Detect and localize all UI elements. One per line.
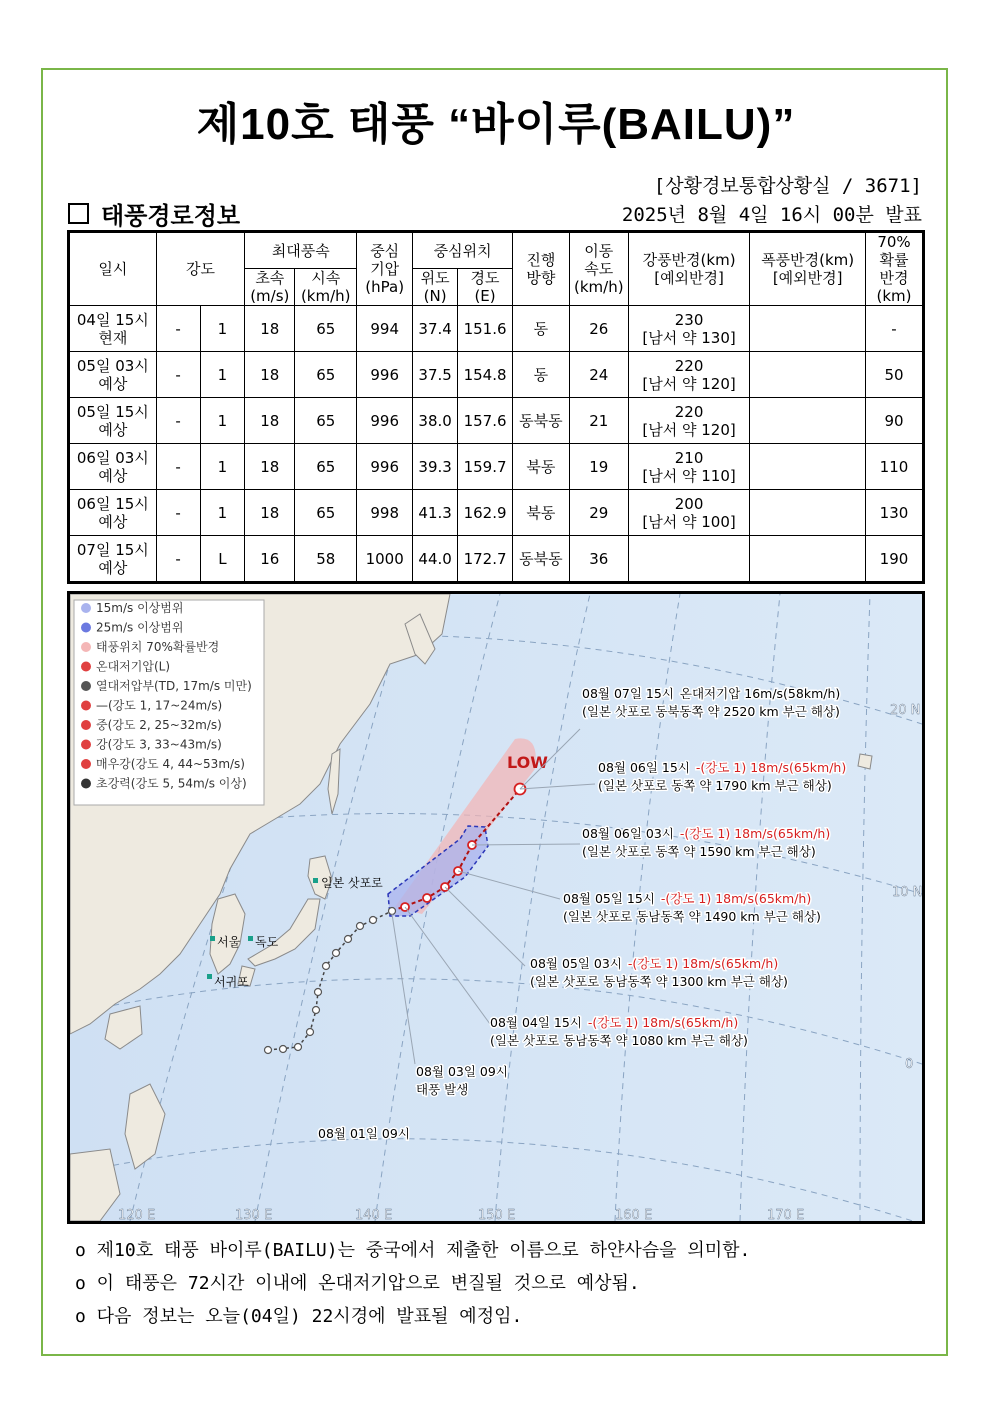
annotation-intensity: 온대저기압 16m/s(58km/h) (679, 686, 841, 701)
cell-hpa: 1000 (357, 536, 413, 583)
cell-hpa: 998 (357, 490, 413, 536)
header-strong-radius: 강풍반경(km) [예외반경] (628, 232, 750, 306)
seogwipo-label: 서귀포 (214, 975, 249, 989)
cell-probability: 50 (865, 352, 923, 398)
cell-datetime: 07일 15시 예상 (69, 536, 157, 583)
checkbox-icon (68, 203, 89, 224)
legend-symbol-icon (81, 623, 91, 633)
cell-lon: 159.7 (458, 444, 513, 490)
cell-strong-radius (628, 536, 750, 583)
start-date: 08월 01일 09시 (318, 1126, 410, 1141)
cell-lon: 162.9 (458, 490, 513, 536)
annotation-detail: (일본 삿포로 동남동쪽 약 1300 km 부근 해상) (530, 974, 788, 989)
annotation-date: 08월 06일 03시 (582, 826, 674, 841)
header-lat: 위도 (N) (413, 269, 458, 306)
legend-label: —(강도 1, 17~24m/s) (96, 698, 223, 713)
lat-label-20n: 20 N (890, 703, 921, 718)
genesis-date: 08월 03일 09시 (416, 1064, 508, 1079)
annotation-intensity: -(강도 1) 18m/s(65km/h) (679, 826, 831, 841)
cell-class: - (156, 398, 200, 444)
cell-strong-radius: 220 [남서 약 120] (628, 398, 750, 444)
header-speed: 이동 속도 (km/h) (569, 232, 628, 306)
cell-hpa: 996 (357, 444, 413, 490)
cell-datetime: 05일 15시 예상 (69, 398, 157, 444)
annotation-headline (490, 1015, 738, 1030)
annotation-date: 08월 07일 15시 (582, 686, 674, 701)
legend-label: 중(강도 2, 25~32m/s) (96, 718, 222, 732)
legend-symbol-icon (81, 779, 91, 789)
cell-kmh: 58 (295, 536, 357, 583)
lon-label-120: 120 E (118, 1208, 156, 1221)
annotation-date: 08월 05일 15시 (563, 891, 655, 906)
cell-dir: 북동 (513, 490, 570, 536)
header-direction: 진행 방향 (513, 232, 570, 306)
past-position-icon (323, 963, 330, 970)
past-position-icon (315, 989, 322, 996)
cell-ms: 18 (245, 490, 295, 536)
table-row (69, 306, 924, 352)
legend-label: 온대저기압(L) (96, 659, 171, 674)
table-row (69, 352, 924, 398)
past-position-icon (389, 908, 396, 915)
cell-strong-radius: 230 [남서 약 130] (628, 306, 750, 352)
cell-kmh: 65 (295, 398, 357, 444)
annotation-detail: (일본 삿포로 동남동쪽 약 1080 km 부근 해상) (490, 1033, 748, 1048)
cell-probability: - (865, 306, 923, 352)
cell-grade: 1 (200, 352, 245, 398)
legend-symbol-icon (81, 720, 91, 730)
past-position-icon (370, 917, 377, 924)
past-position-icon (333, 950, 340, 957)
track-map (67, 591, 925, 1224)
cell-probability: 190 (865, 536, 923, 583)
annotation-headline (598, 760, 846, 775)
legend-symbol-icon (81, 701, 91, 711)
cell-class: - (156, 352, 200, 398)
annotation-headline (563, 891, 811, 906)
sapporo-label: 일본 삿포로 (321, 876, 383, 890)
annotation-intensity: -(강도 1) 18m/s(65km/h) (695, 760, 847, 775)
cell-ms: 18 (245, 352, 295, 398)
note-3: o 다음 정보는 오늘(04일) 22시경에 발표될 예정임. (75, 1306, 523, 1327)
cell-storm-radius (750, 398, 866, 444)
cell-ms: 18 (245, 398, 295, 444)
cell-lon: 172.7 (458, 536, 513, 583)
cell-grade: 1 (200, 398, 245, 444)
cell-strong-radius: 200 [남서 약 100] (628, 490, 750, 536)
cell-datetime: 06일 15시 예상 (69, 490, 157, 536)
cell-speed: 19 (569, 444, 628, 490)
legend-label: 초강력(강도 5, 54m/s 이상) (96, 776, 247, 791)
cell-class: - (156, 306, 200, 352)
legend-symbol-icon (81, 681, 91, 691)
cell-lat: 37.5 (413, 352, 458, 398)
lon-label-160: 160 E (615, 1208, 653, 1221)
cell-hpa: 994 (357, 306, 413, 352)
annotation-detail: (일본 삿포로 동남동쪽 약 1490 km 부근 해상) (563, 909, 821, 924)
annotation-intensity: -(강도 1) 18m/s(65km/h) (587, 1015, 739, 1030)
cell-class: - (156, 490, 200, 536)
cell-lon: 157.6 (458, 398, 513, 444)
past-position-icon (345, 936, 352, 943)
cell-speed: 36 (569, 536, 628, 583)
genesis-text: 태풍 발생 (416, 1082, 469, 1097)
cell-datetime: 06일 03시 예상 (69, 444, 157, 490)
notes (75, 1234, 750, 1333)
note-1: o 제10호 태풍 바이루(BAILU)는 중국에서 제출한 이름으로 하얀사슴을 의미함. (75, 1240, 751, 1261)
table-row (69, 398, 924, 444)
seoul-label: 서울 (217, 935, 241, 949)
lon-label-150: 150 E (478, 1208, 516, 1221)
past-position-icon (265, 1047, 272, 1054)
cell-lon: 151.6 (458, 306, 513, 352)
sapporo-marker (313, 878, 318, 883)
past-position-icon (295, 1044, 302, 1051)
typhoon-info-table (67, 230, 925, 584)
cell-probability: 90 (865, 398, 923, 444)
small-island (858, 754, 872, 769)
lon-label-170: 170 E (767, 1208, 805, 1221)
cell-dir: 동 (513, 352, 570, 398)
cell-kmh: 65 (295, 490, 357, 536)
cell-kmh: 65 (295, 444, 357, 490)
forecast-position-icon (423, 894, 431, 902)
cell-dir: 동 (513, 306, 570, 352)
legend-label: 강(강도 3, 33~43m/s) (96, 737, 222, 752)
legend-symbol-icon (81, 740, 91, 750)
annotation-date: 08월 04일 15시 (490, 1015, 582, 1030)
legend-label: 태풍위치 70%확률반경 (96, 640, 220, 654)
header-pressure: 중심 기압 (hPa) (357, 232, 413, 306)
legend-label: 15m/s 이상범위 (96, 601, 184, 615)
cell-lat: 38.0 (413, 398, 458, 444)
cell-speed: 24 (569, 352, 628, 398)
cell-speed: 29 (569, 490, 628, 536)
annotation-detail: (일본 삿포로 동북동쪽 약 2520 km 부근 해상) (582, 704, 840, 719)
table-row (69, 490, 924, 536)
annotation-intensity: -(강도 1) 18m/s(65km/h) (660, 891, 812, 906)
legend-symbol-icon (81, 759, 91, 769)
cell-strong-radius: 220 [남서 약 120] (628, 352, 750, 398)
header-storm-radius: 폭풍반경(km) [예외반경] (750, 232, 866, 306)
header-max-wind: 최대풍속 (245, 232, 357, 269)
cell-storm-radius (750, 306, 866, 352)
cell-lat: 41.3 (413, 490, 458, 536)
cell-class: - (156, 536, 200, 583)
header-center: 중심위치 (413, 232, 513, 269)
cell-dir: 동북동 (513, 536, 570, 583)
cell-grade: 1 (200, 306, 245, 352)
past-position-icon (280, 1046, 287, 1053)
cell-speed: 26 (569, 306, 628, 352)
page-title: 제10호 태풍 “바이루(BAILU)” (196, 100, 796, 149)
low-label: LOW (507, 753, 548, 772)
past-position-icon (357, 923, 364, 930)
cell-hpa: 996 (357, 398, 413, 444)
table-row (69, 444, 924, 490)
cell-ms: 18 (245, 306, 295, 352)
section-heading (68, 196, 240, 231)
cell-grade: 1 (200, 444, 245, 490)
cell-kmh: 65 (295, 352, 357, 398)
cell-ms: 18 (245, 444, 295, 490)
header-time: 일시 (69, 232, 157, 306)
issued-datetime: 2025년 8월 4일 16시 00분 발표 (621, 204, 922, 226)
annotation-detail: (일본 삿포로 동쪽 약 1790 km 부근 해상) (598, 778, 832, 793)
cell-speed: 21 (569, 398, 628, 444)
cell-dir: 북동 (513, 444, 570, 490)
annotation-date: 08월 05일 03시 (530, 956, 622, 971)
cell-probability: 110 (865, 444, 923, 490)
annotation-headline (530, 956, 778, 971)
lon-label-130: 130 E (235, 1208, 273, 1221)
annotation-detail: (일본 삿포로 동쪽 약 1590 km 부근 해상) (582, 844, 816, 859)
past-position-icon (307, 1029, 314, 1036)
legend-symbol-icon (81, 642, 91, 652)
seogwipo-marker (207, 974, 212, 979)
annotation-intensity: -(강도 1) 18m/s(65km/h) (627, 956, 779, 971)
cell-class: - (156, 444, 200, 490)
header-intensity: 강도 (156, 232, 245, 306)
past-position-icon (313, 1007, 320, 1014)
cell-grade: L (200, 536, 245, 583)
annotation-date: 08월 06일 15시 (598, 760, 690, 775)
legend-label: 매우강(강도 4, 44~53m/s) (96, 757, 245, 771)
legend-label: 열대저압부(TD, 17m/s 미만) (96, 679, 252, 693)
lat-label-10n: 10 N (892, 885, 922, 900)
section-title: 태풍경로정보 (101, 202, 241, 230)
annotation-headline (582, 686, 840, 701)
lon-label-140: 140 E (355, 1208, 393, 1221)
cell-dir: 동북동 (513, 398, 570, 444)
dokdo-label: 독도 (255, 935, 279, 949)
header-wind-kmh: 시속 (km/h) (295, 269, 357, 306)
cell-lat: 39.3 (413, 444, 458, 490)
legend-symbol-icon (81, 662, 91, 672)
department-label: [상황경보통합상황실 / 3671] (653, 175, 922, 197)
header-probability: 70% 확률 반경 (km) (865, 232, 923, 306)
cell-storm-radius (750, 536, 866, 583)
cell-grade: 1 (200, 490, 245, 536)
header-lon: 경도 (E) (458, 269, 513, 306)
cell-lat: 44.0 (413, 536, 458, 583)
cell-kmh: 65 (295, 306, 357, 352)
cell-storm-radius (750, 352, 866, 398)
cell-hpa: 996 (357, 352, 413, 398)
note-2: o 이 태풍은 72시간 이내에 온대저기압으로 변질될 것으로 예상됨. (75, 1273, 640, 1294)
cell-strong-radius: 210 [남서 약 110] (628, 444, 750, 490)
cell-datetime: 04일 15시 현재 (69, 306, 157, 352)
legend-symbol-icon (81, 603, 91, 613)
cell-datetime: 05일 03시 예상 (69, 352, 157, 398)
seoul-marker (210, 936, 215, 941)
dokdo-marker (248, 936, 253, 941)
header-wind-ms: 초속 (m/s) (245, 269, 295, 306)
cell-lon: 154.8 (458, 352, 513, 398)
cell-storm-radius (750, 490, 866, 536)
legend-label: 25m/s 이상범위 (96, 620, 184, 635)
cell-ms: 16 (245, 536, 295, 583)
cell-storm-radius (750, 444, 866, 490)
annotation-headline (582, 826, 830, 841)
lat-label-0: 0 (905, 1057, 914, 1072)
table-row (69, 536, 924, 583)
cell-lat: 37.4 (413, 306, 458, 352)
cell-probability: 130 (865, 490, 923, 536)
